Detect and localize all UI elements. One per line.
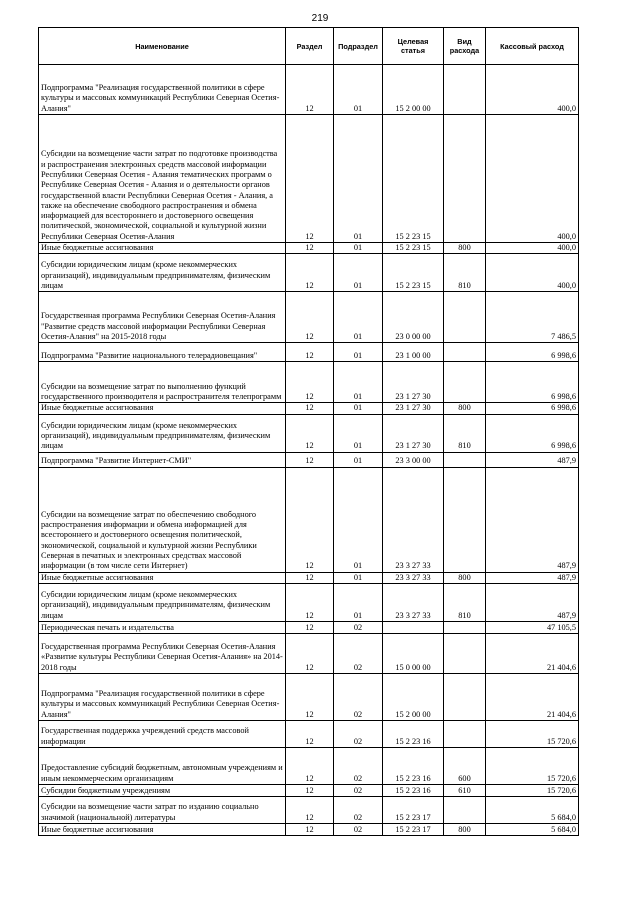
- row-amount: 21 404,6: [486, 673, 579, 720]
- row-amount: 6 998,6: [486, 362, 579, 403]
- row-subsection: 02: [334, 673, 383, 720]
- row-amount: 21 404,6: [486, 633, 579, 673]
- table-row: [39, 254, 579, 292]
- row-amount: 15 720,6: [486, 747, 579, 784]
- row-expense-type: 800: [444, 572, 486, 583]
- table-row: [39, 796, 579, 823]
- row-amount: 400,0: [486, 243, 579, 254]
- header-target: Целевая статья: [383, 28, 444, 65]
- table-row: [39, 65, 579, 115]
- table-row: [39, 362, 579, 403]
- row-expense-type: [444, 673, 486, 720]
- row-name: Субсидии на возмещение затрат по обеспечению свободного распространения информации и обмена информацией для всестороннего и достоверного освещения политической, экономической, социальной и культурной жизни Республики Северная в печатных и электронных средствах массовой информации (в том числе сети Интернет): [39, 467, 286, 572]
- row-expense-type: [444, 633, 486, 673]
- row-expense-type: 800: [444, 403, 486, 414]
- row-subsection: 01: [334, 243, 383, 254]
- row-target: 15 2 23 16: [383, 747, 444, 784]
- row-subsection: 01: [334, 572, 383, 583]
- row-section: 12: [286, 572, 334, 583]
- row-amount: 15 720,6: [486, 784, 579, 796]
- row-section: 12: [286, 633, 334, 673]
- row-expense-type: [444, 452, 486, 467]
- table-row: [39, 452, 579, 467]
- row-expense-type: 600: [444, 747, 486, 784]
- header-expense-type: Вид расхода: [444, 28, 486, 65]
- row-expense-type: 810: [444, 583, 486, 621]
- row-target: 23 1 27 30: [383, 362, 444, 403]
- row-subsection: 01: [334, 467, 383, 572]
- table-row: [39, 784, 579, 796]
- table-row: [39, 403, 579, 414]
- row-amount: 6 998,6: [486, 343, 579, 362]
- row-subsection: 01: [334, 362, 383, 403]
- table-row: [39, 673, 579, 720]
- row-subsection: 01: [334, 343, 383, 362]
- page-number: 219: [311, 13, 329, 24]
- row-name: Подпрограмма "Развитие национального телерадиовещания": [39, 343, 286, 362]
- row-name: Государственная программа Республики Северная Осетия-Алания "Развитие средств массовой информации Республики Северная Осетия-Алания" на 2015-2018 годы: [39, 292, 286, 343]
- row-subsection: 02: [334, 621, 383, 633]
- row-target: 23 0 00 00: [383, 292, 444, 343]
- row-amount: 400,0: [486, 254, 579, 292]
- row-target: 15 0 00 00: [383, 633, 444, 673]
- row-target: 23 3 27 33: [383, 467, 444, 572]
- row-section: 12: [286, 621, 334, 633]
- row-target: 15 2 23 15: [383, 243, 444, 254]
- header-name: Наименование: [39, 28, 286, 65]
- row-section: 12: [286, 115, 334, 243]
- row-target: 15 2 23 17: [383, 823, 444, 835]
- row-section: 12: [286, 243, 334, 254]
- row-name: Подпрограмма "Реализация государственной политики в сфере культуры и массовых коммуникаций Республики Северная Осетия-Алания": [39, 673, 286, 720]
- row-target: 15 2 23 15: [383, 115, 444, 243]
- row-name: Субсидии на возмещение части затрат по изданию социально значимой (национальной) литературы: [39, 796, 286, 823]
- row-target: 23 1 00 00: [383, 343, 444, 362]
- table-row: [39, 343, 579, 362]
- row-name: Предоставление субсидий бюджетным, автономным учреждениям и иным некоммерческим организациям: [39, 747, 286, 784]
- row-expense-type: 610: [444, 784, 486, 796]
- row-expense-type: [444, 292, 486, 343]
- row-expense-type: [444, 621, 486, 633]
- row-target: 15 2 23 15: [383, 254, 444, 292]
- row-amount: 6 998,6: [486, 414, 579, 452]
- row-section: 12: [286, 720, 334, 747]
- row-expense-type: [444, 343, 486, 362]
- row-section: 12: [286, 362, 334, 403]
- row-expense-type: [444, 65, 486, 115]
- row-subsection: 02: [334, 633, 383, 673]
- row-section: 12: [286, 292, 334, 343]
- row-target: 15 2 00 00: [383, 65, 444, 115]
- row-section: 12: [286, 796, 334, 823]
- row-expense-type: 800: [444, 243, 486, 254]
- row-name: Иные бюджетные ассигнования: [39, 403, 286, 414]
- table-row: [39, 621, 579, 633]
- row-section: 12: [286, 414, 334, 452]
- row-target: 15 2 23 16: [383, 720, 444, 747]
- row-section: 12: [286, 583, 334, 621]
- row-subsection: 01: [334, 583, 383, 621]
- row-target: 23 1 27 30: [383, 403, 444, 414]
- row-name: Субсидии юридическим лицам (кроме некоммерческих организаций), индивидуальным предпринимателям, физическим лицам: [39, 254, 286, 292]
- table-row: [39, 115, 579, 243]
- table-row: [39, 572, 579, 583]
- row-amount: 6 998,6: [486, 403, 579, 414]
- row-amount: 487,9: [486, 572, 579, 583]
- row-name: Иные бюджетные ассигнования: [39, 572, 286, 583]
- table-row: [39, 583, 579, 621]
- row-name: Субсидии на возмещение части затрат по подготовке производства и распространения электронных средств массовой информации Республики Северная Осетия - Алания тематических программ о Республике Северная Осетия - Алания и о деятельности органов государственной власти Республики Северная Осетия - Алания, а также на обеспечение свободного распространения и обмена информацией для всестороннего и достоверного освещения политической, экономической, социальной и культурной жизни Республики Северная Осетия-Алания: [39, 115, 286, 243]
- row-amount: 7 486,5: [486, 292, 579, 343]
- row-section: 12: [286, 452, 334, 467]
- row-amount: 15 720,6: [486, 720, 579, 747]
- row-name: Субсидии юридическим лицам (кроме некоммерческих организаций), индивидуальным предпринимателям, физическим лицам: [39, 583, 286, 621]
- row-amount: 487,9: [486, 583, 579, 621]
- table-row: [39, 633, 579, 673]
- row-name: Субсидии на возмещение затрат по выполнению функций государственного производителя и распространителя телепрограмм: [39, 362, 286, 403]
- table-row: [39, 747, 579, 784]
- row-subsection: 01: [334, 115, 383, 243]
- row-name: Иные бюджетные ассигнования: [39, 243, 286, 254]
- row-expense-type: [444, 115, 486, 243]
- row-name: Субсидии бюджетным учреждениям: [39, 784, 286, 796]
- row-section: 12: [286, 254, 334, 292]
- row-subsection: 02: [334, 823, 383, 835]
- row-subsection: 02: [334, 720, 383, 747]
- row-section: 12: [286, 823, 334, 835]
- row-subsection: 01: [334, 292, 383, 343]
- row-subsection: 02: [334, 784, 383, 796]
- row-section: 12: [286, 673, 334, 720]
- row-target: 23 3 00 00: [383, 452, 444, 467]
- row-expense-type: 810: [444, 414, 486, 452]
- table-row: [39, 292, 579, 343]
- row-name: Иные бюджетные ассигнования: [39, 823, 286, 835]
- table-row: [39, 467, 579, 572]
- row-subsection: 02: [334, 796, 383, 823]
- row-name: Подпрограмма "Реализация государственной политики в сфере культуры и массовых коммуникаций Республики Северная Осетия-Алания": [39, 65, 286, 115]
- row-amount: 487,9: [486, 452, 579, 467]
- row-target: 15 2 23 16: [383, 784, 444, 796]
- budget-table: [38, 27, 579, 836]
- table-row: [39, 720, 579, 747]
- header-section: Раздел: [286, 28, 334, 65]
- header-cash-expense: Кассовый расход: [486, 28, 579, 65]
- row-name: Подпрограмма "Развитие Интернет-СМИ": [39, 452, 286, 467]
- row-amount: 400,0: [486, 65, 579, 115]
- table-row: [39, 243, 579, 254]
- row-section: 12: [286, 467, 334, 572]
- row-amount: 47 105,5: [486, 621, 579, 633]
- row-subsection: 01: [334, 414, 383, 452]
- row-target: [383, 621, 444, 633]
- row-expense-type: [444, 362, 486, 403]
- row-section: 12: [286, 784, 334, 796]
- row-amount: 5 684,0: [486, 796, 579, 823]
- row-subsection: 01: [334, 452, 383, 467]
- row-section: 12: [286, 65, 334, 115]
- row-expense-type: 810: [444, 254, 486, 292]
- table-header-row: [39, 28, 579, 65]
- row-amount: 5 684,0: [486, 823, 579, 835]
- row-expense-type: [444, 720, 486, 747]
- row-target: 23 1 27 30: [383, 414, 444, 452]
- row-subsection: 02: [334, 747, 383, 784]
- row-target: 15 2 00 00: [383, 673, 444, 720]
- row-target: 23 3 27 33: [383, 583, 444, 621]
- row-name: Государственная поддержка учреждений средств массовой информации: [39, 720, 286, 747]
- row-expense-type: 800: [444, 823, 486, 835]
- table-row: [39, 414, 579, 452]
- row-expense-type: [444, 796, 486, 823]
- row-section: 12: [286, 747, 334, 784]
- row-name: Государственная программа Республики Северная Осетия-Алания «Развитие культуры Республики Северная Осетия-Алания» на 2014-2018 годы: [39, 633, 286, 673]
- row-name: Субсидии юридическим лицам (кроме некоммерческих организаций), индивидуальным предпринимателям, физическим лицам: [39, 414, 286, 452]
- row-subsection: 01: [334, 403, 383, 414]
- row-section: 12: [286, 343, 334, 362]
- row-name: Периодическая печать и издательства: [39, 621, 286, 633]
- row-amount: 487,9: [486, 467, 579, 572]
- row-section: 12: [286, 403, 334, 414]
- row-target: 23 3 27 33: [383, 572, 444, 583]
- row-subsection: 01: [334, 254, 383, 292]
- row-amount: 400,0: [486, 115, 579, 243]
- row-target: 15 2 23 17: [383, 796, 444, 823]
- table-row: [39, 823, 579, 835]
- row-expense-type: [444, 467, 486, 572]
- row-subsection: 01: [334, 65, 383, 115]
- header-subsection: Подраздел: [334, 28, 383, 65]
